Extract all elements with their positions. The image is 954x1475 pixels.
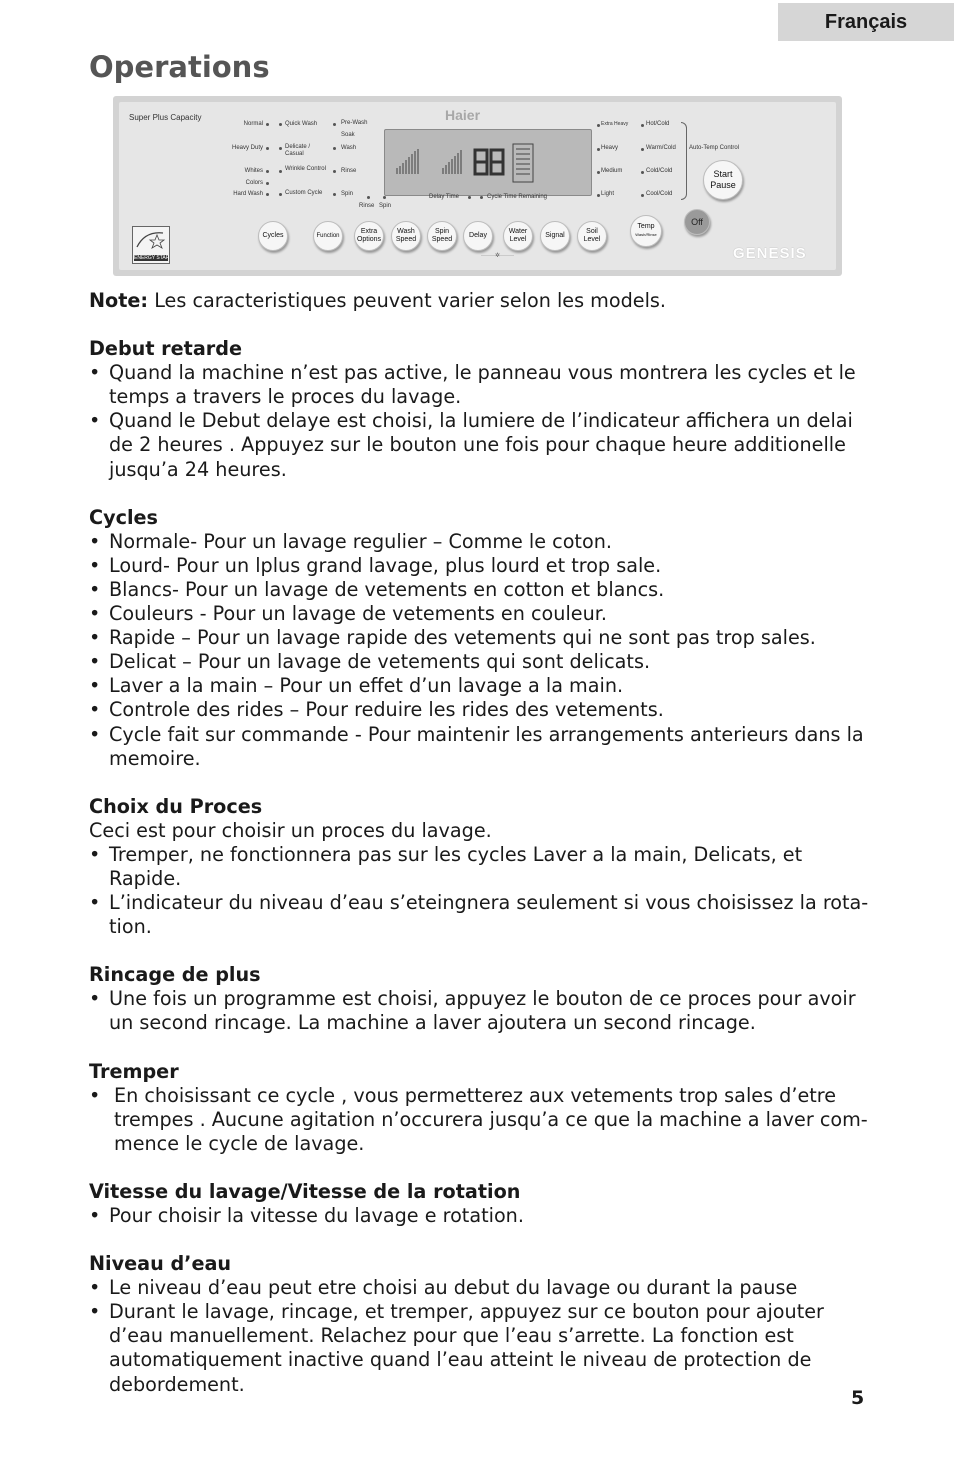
section-heading: Vitesse du lavage/Vitesse de la rotation xyxy=(89,1179,521,1203)
spin-speed-button[interactable] xyxy=(427,221,457,251)
signal-button-label: Signal xyxy=(545,232,565,239)
list-item-text: Delicat – Pour un lavage de vetements qui sont delicats. xyxy=(109,650,651,674)
list-item-text: Blancs- Pour un lavage de vetements en cotton et blancs. xyxy=(109,577,665,601)
bullet-icon: • xyxy=(89,674,101,698)
cycle-time-remaining-label: Cycle Time Remaining xyxy=(487,194,548,200)
list-item xyxy=(89,698,879,722)
soil-label-medium: Medium xyxy=(601,168,623,174)
temp-label-cold-cold: Cold/Cold xyxy=(646,168,673,174)
delay-indicator xyxy=(468,196,471,199)
list-item xyxy=(89,843,879,891)
cycle-label-normal: Normal xyxy=(243,121,263,127)
bullet-icon: • xyxy=(89,842,101,866)
energy-star-text: ENERGY STAR xyxy=(134,255,170,261)
wash-speed-button-label: Wash Speed xyxy=(395,228,417,243)
water-level-button[interactable] xyxy=(503,221,533,251)
temp-label-hot-cold: Hot/Cold xyxy=(646,121,670,127)
list-item xyxy=(89,723,879,771)
temp-button-sublabel: Wash/Rinse xyxy=(635,232,657,237)
cycle-indicator xyxy=(333,147,336,150)
bullet-icon: • xyxy=(89,626,101,650)
energy-star-logo xyxy=(132,226,170,264)
cycle-indicator xyxy=(333,193,336,196)
temp-label-warm-cold: Warm/Cold xyxy=(646,145,676,151)
soil-indicator xyxy=(597,171,600,174)
option-label-soak: Soak xyxy=(341,132,355,138)
spin-speed-button-label: Spin Speed xyxy=(431,228,453,243)
rinse-indicator xyxy=(367,196,370,199)
cycles-button-label: Cycles xyxy=(262,232,284,239)
bullet-icon: • xyxy=(89,698,101,722)
delay-button-label: Delay xyxy=(469,232,487,239)
list-item xyxy=(89,650,879,674)
list-item-text: Le niveau d’eau peut etre choisi au debut du lavage ou durant la pause xyxy=(109,1276,798,1300)
extra-options-button-label: Extra Options xyxy=(356,228,382,243)
bullet-icon: • xyxy=(89,1083,101,1107)
section-heading: Niveau d’eau xyxy=(89,1252,232,1276)
temp-button[interactable] xyxy=(630,215,662,247)
display-segments-icon xyxy=(385,130,591,195)
list-item xyxy=(89,602,879,626)
list-item-text: En choisissant ce cycle , vous permetterez aux vetements trop sales d’etre trempes . Aucune agitation n’occurera jusqu’a ce que la machine a laver com-mence le cycle de lavage. xyxy=(114,1083,868,1155)
bullet-icon: • xyxy=(89,891,101,915)
section-tremper xyxy=(89,1060,879,1156)
cycle-indicator xyxy=(333,123,336,126)
auto-temp-control-label: Auto-Temp Control xyxy=(689,145,740,151)
list-item-text: Cycle fait sur commande - Pour maintenir les arrangements anterieurs dans la memoire. xyxy=(109,722,864,770)
list-item xyxy=(89,1300,879,1396)
list-item-text: Quand la machine n’est pas active, le panneau vous montrera les cycles et le temps a travers le proces du lavage. xyxy=(109,361,856,409)
cycle-indicator xyxy=(266,147,269,150)
list-item xyxy=(89,554,879,578)
temp-label-cool-cold: Cool/Cold xyxy=(646,191,673,197)
soil-label-heavy: Heavy xyxy=(601,145,619,151)
soil-label-extra-heavy: Extra Heavy xyxy=(601,121,629,127)
control-panel-image xyxy=(113,96,842,276)
genesis-logo: GENESIS xyxy=(733,245,807,262)
section-intro: Ceci est pour choisir un proces du lavage. xyxy=(89,818,492,842)
bullet-icon: • xyxy=(89,602,101,626)
energy-star-icon xyxy=(133,227,169,255)
soil-indicator xyxy=(597,148,600,151)
bullet-icon: • xyxy=(89,553,101,577)
list-item xyxy=(89,530,879,554)
option-label-spin: Spin xyxy=(341,191,354,197)
water-level-button-label: Water Level xyxy=(508,228,528,243)
cycle-indicator xyxy=(266,193,269,196)
soil-indicator xyxy=(597,124,600,127)
option-label-pre-wash: Pre-Wash xyxy=(341,120,368,126)
section-heading: Cycles xyxy=(89,505,158,529)
list-item-text: Rapide – Pour un lavage rapide des vetements qui ne sont pas trop sales. xyxy=(109,626,816,650)
bullet-icon: • xyxy=(89,1204,101,1227)
list-item xyxy=(89,1204,879,1228)
bullet-icon: • xyxy=(89,529,101,553)
section-debut-retarde xyxy=(89,337,879,482)
temp-indicator xyxy=(641,171,644,174)
spin-extra-label: Spin xyxy=(379,203,392,209)
list-item xyxy=(89,1276,879,1300)
page-title: Operations xyxy=(89,50,270,84)
section-vitesse xyxy=(89,1180,879,1228)
list-item-text: Lourd- Pour un lplus grand lavage, plus lourd et trop sale. xyxy=(109,553,662,577)
off-label: Off xyxy=(691,217,703,227)
list-item-text: Normale- Pour un lavage regulier – Comme le coton. xyxy=(109,529,612,553)
section-niveau-deau xyxy=(89,1252,879,1397)
signal-button[interactable] xyxy=(540,221,570,251)
start-pause-button[interactable] xyxy=(703,160,743,200)
wash-speed-button[interactable] xyxy=(391,221,421,251)
section-choix-du-proces xyxy=(89,795,879,940)
bullet-icon: • xyxy=(89,577,101,601)
cycle-label-heavy-duty: Heavy Duty xyxy=(231,145,263,151)
list-item-text: L’indicateur du niveau d’eau s’eteingnera seulement si vous choisissez la rota-tion. xyxy=(109,891,869,939)
bullet-icon: • xyxy=(89,650,101,674)
list-item-text: Couleurs - Pour un lavage de vetements en couleur. xyxy=(109,602,607,626)
list-item-text: Durant le lavage, rincage, et tremper, appuyez sur ce bouton pour ajouter d’eau manuellement. Relachez pour que l’eau s’arrette. La fonction est automatiquement inactive quand l’eau atteint le niveau de protection de debordement. xyxy=(109,1300,824,1396)
main-content xyxy=(89,289,879,1397)
list-item xyxy=(89,987,879,1035)
list-item-text: Quand le Debut delaye est choisi, la lumiere de l’indicateur affichera un delai de 2 heures . Appuyez sur le bouton une fois pour chaque heure additionelle jusqu’a 24 heures. xyxy=(109,409,853,481)
section-heading: Tremper xyxy=(89,1059,179,1083)
temp-indicator xyxy=(641,148,644,151)
bullet-icon: • xyxy=(89,1276,101,1300)
list-item xyxy=(89,578,879,602)
cycle-label-whites: Whites xyxy=(244,168,263,174)
cycle-label-wrinkle-control: Wrinkle Control xyxy=(285,166,326,172)
list-item xyxy=(89,409,879,481)
cycle-indicator xyxy=(266,170,269,173)
list-item xyxy=(89,361,879,409)
cycle-indicator xyxy=(279,123,282,126)
option-label-rinse: Rinse xyxy=(341,168,357,174)
section-heading: Rincage de plus xyxy=(89,963,261,987)
soil-indicator xyxy=(597,194,600,197)
cycle-indicator xyxy=(279,147,282,150)
temp-bracket xyxy=(681,122,687,200)
digital-display xyxy=(384,129,592,196)
list-item-text: Controle des rides – Pour reduire les rides des vetements. xyxy=(109,698,664,722)
bullet-icon: • xyxy=(89,1300,101,1324)
child-lock-icon: ·······✲······· xyxy=(481,253,514,259)
list-item xyxy=(89,891,879,939)
cycle-label-custom-cycle: Custom Cycle xyxy=(285,190,323,196)
note xyxy=(89,289,879,313)
section-cycles xyxy=(89,506,879,771)
cycle-label-hard-wash: Hard Wash xyxy=(233,191,263,197)
cycle-indicator xyxy=(279,170,282,173)
extra-options-button[interactable] xyxy=(354,221,384,251)
function-button[interactable] xyxy=(313,221,343,251)
cycle-label-quick-wash: Quick Wash xyxy=(285,121,318,127)
note-text: Les caracteristiques peuvent varier selon les models. xyxy=(148,289,667,312)
bullet-icon: • xyxy=(89,361,101,385)
bullet-icon: • xyxy=(89,987,101,1011)
section-heading: Debut retarde xyxy=(89,337,242,361)
page-number: 5 xyxy=(851,1387,865,1409)
off-button[interactable] xyxy=(684,209,710,235)
cycle-indicator xyxy=(279,193,282,196)
cycles-button[interactable] xyxy=(258,221,288,251)
temp-button-label: Temp xyxy=(637,223,655,230)
capacity-label: Super Plus Capacity xyxy=(129,113,202,122)
cycle-label-colors: Colors xyxy=(245,180,263,186)
option-label-wash: Wash xyxy=(341,145,357,151)
temp-indicator xyxy=(641,124,644,127)
start-pause-label: Start Pause xyxy=(710,169,736,190)
list-item xyxy=(89,674,879,698)
temp-indicator xyxy=(641,194,644,197)
time-indicator xyxy=(480,196,483,199)
cycle-indicator xyxy=(266,182,269,185)
soil-level-button[interactable] xyxy=(577,221,607,251)
list-item-text: Une fois un programme est choisi, appuyez le bouton de ce proces pour avoir un second rincage. La machine a laver ajoutera un second rincage. xyxy=(109,987,856,1035)
delay-time-label: Delay Time xyxy=(429,194,460,200)
cycle-indicator xyxy=(333,170,336,173)
brand-logo: Haier xyxy=(445,107,481,123)
delay-button[interactable] xyxy=(463,221,493,251)
list-item xyxy=(89,1084,879,1156)
soil-level-button-label: Soil Level xyxy=(583,228,601,243)
list-item-text: Pour choisir la vitesse du lavage e rotation. xyxy=(109,1204,524,1227)
cycle-indicator xyxy=(266,123,269,126)
note-label: Note: xyxy=(89,289,149,312)
function-button-label: Function xyxy=(316,233,340,239)
list-item xyxy=(89,626,879,650)
control-panel-face xyxy=(119,102,836,270)
bullet-icon: • xyxy=(89,409,101,433)
language-tab: Français xyxy=(778,3,954,41)
section-rincage-de-plus xyxy=(89,963,879,1035)
bullet-icon: • xyxy=(89,722,101,746)
soil-label-light: Light xyxy=(601,191,615,197)
list-item-text: Laver a la main – Pour un effet d’un lavage a la main. xyxy=(109,674,624,698)
section-heading: Choix du Proces xyxy=(89,794,263,818)
list-item-text: Tremper, ne fonctionnera pas sur les cycles Laver a la main, Delicats, et Rapide. xyxy=(109,842,803,890)
rinse-extra-label: Rinse xyxy=(359,203,375,209)
cycle-label-delicate: Delicate / Casual xyxy=(285,144,311,157)
